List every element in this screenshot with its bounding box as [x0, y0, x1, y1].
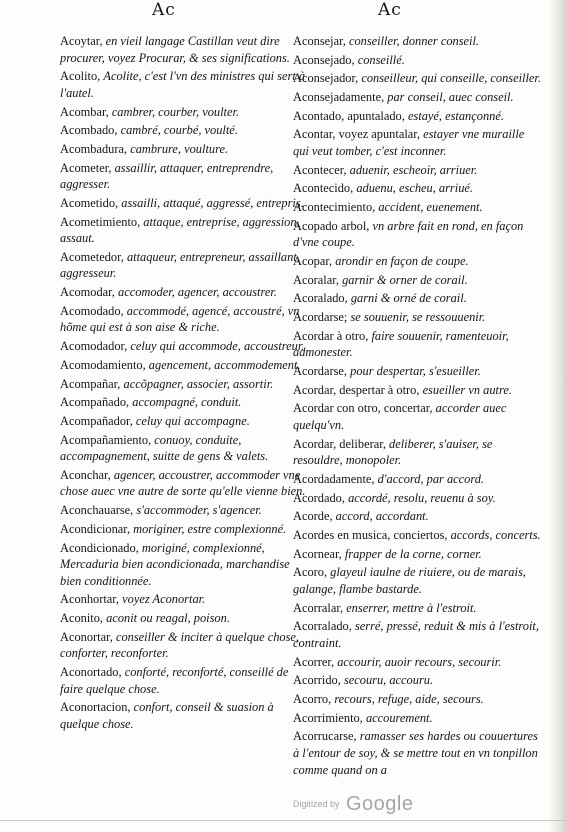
dictionary-entry [293, 253, 543, 270]
entry-headword: Acordado, [293, 490, 345, 505]
entry-definition: garni & orné de corail. [350, 291, 467, 306]
entry-headword: Aconito, [60, 611, 104, 626]
dictionary-entry [60, 33, 310, 66]
entry-definition: cambrure, voulture. [130, 141, 229, 156]
entry-headword: Acometimiento, [60, 214, 141, 229]
entry-headword: Acompañar, [60, 376, 121, 391]
entry-definition: conseiller, donner conseil. [348, 34, 480, 48]
dictionary-entry [60, 141, 310, 158]
entry-definition: conseilleur, qui conseille, conseiller. [361, 71, 541, 86]
entry-definition: cambrer, courber, voulter. [111, 104, 240, 119]
dictionary-entry [60, 160, 310, 193]
entry-definition: accomoder, agencer, accoustrer. [118, 285, 277, 300]
entry-definition: ramasser ses hardes ou couuertures à l'entour de soy, & se mettre tout en vn tonpillon comme quand on a [293, 729, 538, 777]
running-head-left: Ac [152, 0, 176, 20]
entry-definition: accord, accordant. [335, 509, 429, 524]
entry-headword: Acompañamiento, [60, 432, 152, 447]
entry-definition: accourir, auoir recours, secourir. [337, 654, 502, 669]
entry-definition: agencement, accommodement. [148, 357, 301, 372]
entry-definition: moriginé, complexionné, Mercaduria bien acondicionada, marchandise bien conditionnée. [60, 540, 290, 588]
dictionary-entry [293, 564, 543, 597]
entry-headword: Acorrucarse, [293, 729, 357, 744]
entry-headword: Acomodado, [60, 303, 124, 318]
entry-headword: Acombado, [60, 123, 118, 138]
entry-definition: conseiller & inciter à quelque chose, conforter, reconforter. [60, 629, 300, 661]
entry-definition: arondir en façon de coupe. [335, 254, 469, 269]
entry-definition: se souuenir, se ressouuenir. [350, 310, 486, 325]
entry-headword: Acontado, apuntalado, [293, 108, 405, 123]
entry-definition: attaqueur, entrepreneur, assaillant, aggresseur. [60, 249, 300, 281]
entry-definition: Acolite, c'est l'vn des ministres qui sert à l'autel. [60, 69, 306, 100]
entry-definition: frapper de la corne, corner. [344, 546, 482, 561]
book-gutter [548, 0, 567, 832]
entry-headword: Acoralar, [293, 272, 339, 287]
entry-definition: celuy qui accommode, accoustreur. [130, 339, 305, 354]
dictionary-entry [60, 540, 310, 590]
entry-headword: Acorrimiento, [293, 710, 363, 725]
entry-definition: serré, pressé, reduit & mis à l'estroit, contraint. [293, 619, 539, 651]
entry-headword: Acoralado, [293, 291, 348, 306]
entry-headword: Acomodamiento, [60, 357, 146, 372]
dictionary-entry [293, 162, 543, 179]
entry-headword: Acometedor, [60, 249, 124, 264]
dictionary-entry [293, 691, 543, 708]
dictionary-entry [60, 502, 310, 519]
entry-headword: Acordarse; [293, 310, 348, 325]
entry-definition: conseillé. [357, 52, 405, 67]
entry-definition: faire souuenir, ramenteuoir, admonester. [293, 328, 509, 360]
entry-definition: accõpagner, associer, assortir. [123, 376, 274, 391]
dictionary-entry [293, 126, 543, 159]
dictionary-entry [60, 338, 310, 355]
entry-headword: Aconortacion, [60, 700, 131, 715]
entry-headword: Aconchar, [60, 467, 111, 482]
entry-headword: Acordadamente, [293, 472, 375, 487]
dictionary-entry [60, 284, 310, 301]
dictionary-entry [293, 199, 543, 216]
entry-headword: Acombadura, [60, 141, 128, 156]
dictionary-entry [293, 363, 543, 380]
dictionary-entry [293, 218, 543, 251]
running-head-right: Ac [378, 0, 402, 20]
dictionary-entry [293, 527, 543, 544]
entry-headword: Acordar con otro, concertar, [293, 401, 433, 416]
dictionary-entry [293, 436, 543, 469]
entry-definition: conforté, reconforté, conseillé de faire quelque chose. [60, 665, 289, 696]
entry-definition: accident, euenement. [378, 200, 483, 215]
dictionary-entry [60, 195, 310, 212]
entry-headword: Aconchauarse, [60, 503, 134, 518]
dictionary-entry [293, 508, 543, 525]
entry-definition: agencer, accoustrer, accommoder vne chose auec vne autre de sorte qu'elle vienne bien. [60, 467, 306, 499]
dictionary-entry [293, 309, 543, 326]
dictionary-entry [60, 214, 310, 247]
dictionary-entry [60, 122, 310, 139]
entry-headword: Aconsejado, [293, 52, 355, 67]
entry-headword: Acontecimiento, [293, 200, 376, 215]
dictionary-entry [293, 600, 543, 617]
entry-definition: s'accommoder, s'agencer. [136, 503, 262, 518]
entry-headword: Acorrido, [293, 673, 341, 688]
entry-definition: accommodé, agencé, accoustré, vn hõme qui est à son aise & riche. [60, 303, 300, 335]
entry-headword: Acontecer, [293, 162, 347, 177]
entry-definition: attaque, entreprise, aggression, assaut. [60, 214, 300, 246]
dictionary-entry [293, 546, 543, 563]
dictionary-entry [293, 290, 543, 307]
entry-definition: pour despertar, s'esueiller. [350, 364, 481, 379]
dictionary-entry [60, 413, 310, 430]
right-column [293, 33, 543, 780]
entry-headword: Acometido, [60, 195, 119, 210]
dictionary-entry [60, 249, 310, 282]
dictionary-entry [60, 467, 310, 500]
entry-headword: Acorralar, [293, 600, 344, 615]
dictionary-entry [60, 104, 310, 121]
dictionary-entry [293, 52, 543, 69]
dictionary-entry [293, 672, 543, 689]
entry-headword: Acondicionado, [60, 540, 139, 555]
dictionary-entry [60, 357, 310, 374]
entry-definition: glayeul iaulne de riuiere, ou de marais, galange, flambe bastarde. [293, 565, 526, 597]
entry-definition: accompagné, conduit. [132, 395, 242, 410]
dictionary-entry [293, 490, 543, 507]
entry-headword: Aconortar, [60, 629, 113, 644]
entry-definition: accorder auec quelqu'vn. [293, 401, 507, 433]
entry-definition: par conseil, auec conseil. [387, 90, 514, 105]
dictionary-entry [60, 521, 310, 538]
entry-definition: assailli, attaqué, aggressé, entrepris. [121, 195, 304, 210]
entry-headword: Acometer, [60, 160, 112, 175]
dictionary-entry [60, 664, 310, 697]
dictionary-entry [293, 382, 543, 399]
dictionary-entry [293, 471, 543, 488]
dictionary-entry [293, 180, 543, 197]
dictionary-entry [293, 70, 543, 87]
entry-definition: cambré, courbé, voulté. [120, 123, 238, 138]
dictionary-entry [293, 618, 543, 651]
dictionary-entry [293, 33, 543, 50]
dictionary-entry [60, 303, 310, 336]
entry-definition: accords, concerts. [450, 528, 541, 543]
entry-headword: Aconsejar, [293, 34, 346, 48]
entry-headword: Acopado arbol, [293, 218, 370, 233]
entry-headword: Acorde, [293, 509, 333, 524]
entry-headword: Acordar à otro, [293, 328, 369, 343]
entry-headword: Acordar, deliberar, [293, 436, 386, 451]
dictionary-entry [60, 629, 310, 662]
entry-definition: secouru, accouru. [343, 673, 434, 688]
dictionary-entry [60, 591, 310, 608]
entry-definition: aconit ou reagal, poison. [106, 611, 230, 626]
entry-headword: Acondicionar, [60, 521, 131, 536]
entry-headword: Acordarse, [293, 364, 348, 379]
entry-definition: vn arbre fait en rond, en façon d'vne coupe. [293, 218, 524, 250]
entry-definition: moriginer, estre complexionné. [133, 521, 287, 536]
entry-headword: Aconortado, [60, 665, 122, 680]
dictionary-entry [60, 610, 310, 627]
dictionary-entry [293, 728, 543, 778]
entry-headword: Acompañador, [60, 413, 133, 428]
digitized-watermark [293, 793, 413, 816]
dictionary-entry [293, 654, 543, 671]
entry-headword: Acorrer, [293, 654, 335, 669]
dictionary-entry [60, 699, 310, 732]
watermark-small-text: Digitized by [293, 799, 340, 809]
entry-headword: Acolito, [60, 69, 101, 84]
entry-headword: Acontecido, [293, 181, 354, 196]
dictionary-entry [60, 432, 310, 465]
entry-definition: estayé, estançonné. [407, 108, 504, 123]
entry-headword: Acopar, [293, 254, 333, 269]
entry-headword: Aconhortar, [60, 592, 120, 607]
entry-headword: Aconsejadamente, [293, 90, 385, 105]
dictionary-entry [293, 328, 543, 361]
entry-headword: Acomodador, [60, 339, 128, 354]
entry-headword: Acordar, despertar à otro, [293, 382, 420, 397]
dictionary-entry [60, 68, 310, 101]
entry-definition: celuy qui accompagne. [135, 413, 250, 428]
entry-headword: Aconsejador, [293, 71, 359, 86]
entry-definition: accourement. [365, 710, 433, 725]
entry-headword: Acombar, [60, 104, 109, 119]
scan-edge [0, 820, 567, 821]
entry-headword: Acoytar, [60, 34, 103, 48]
entry-headword: Acordes en musica, conciertos, [293, 528, 448, 543]
entry-headword: Acorralado, [293, 619, 352, 634]
entry-definition: esueiller vn autre. [422, 382, 512, 397]
entry-headword: Acornear, [293, 546, 342, 561]
dictionary-entry [293, 108, 543, 125]
entry-definition: conuoy, conduite, accompagnement, suitte de gens & valets. [60, 432, 269, 464]
entry-definition: d'accord, par accord. [377, 472, 484, 487]
entry-definition: en vieil langage Castillan veut dire procurer, voyez Procurar, & ses significations. [60, 34, 290, 65]
dictionary-entry [293, 400, 543, 433]
entry-headword: Acomodar, [60, 285, 115, 300]
entry-definition: recours, refuge, aide, secours. [334, 692, 484, 707]
dictionary-entry [293, 710, 543, 727]
entry-headword: Acontar, voyez apuntalar, [293, 127, 420, 142]
entry-definition: estayer vne muraille qui veut tomber, c'est inconner. [293, 127, 525, 159]
entry-definition: voyez Aconortar. [122, 592, 206, 607]
dictionary-entry [60, 376, 310, 393]
entry-definition: aduenu, escheu, arriué. [356, 181, 473, 196]
google-logo: Google [345, 793, 414, 815]
entry-definition: deliberer, s'auiser, se resouldre, monopoler. [293, 436, 493, 468]
entry-headword: Acorro, [293, 692, 332, 707]
entry-definition: garnir & orner de corail. [342, 272, 468, 287]
entry-headword: Acoro, [293, 565, 328, 580]
entry-definition: confort, conseil & suasion à quelque chose. [60, 700, 274, 731]
dictionary-entry [293, 272, 543, 289]
entry-definition: aduenir, escheoir, arriuer. [349, 162, 478, 177]
entry-definition: enserrer, mettre à l'estroit. [346, 600, 477, 615]
entry-headword: Acompañado, [60, 395, 130, 410]
entry-definition: assaillir, attaquer, entreprendre, aggresser. [60, 160, 274, 192]
dictionary-entry [60, 394, 310, 411]
dictionary-entry [293, 89, 543, 106]
entry-definition: accordé, resolu, reuenu à soy. [348, 490, 496, 505]
left-column [60, 33, 310, 735]
